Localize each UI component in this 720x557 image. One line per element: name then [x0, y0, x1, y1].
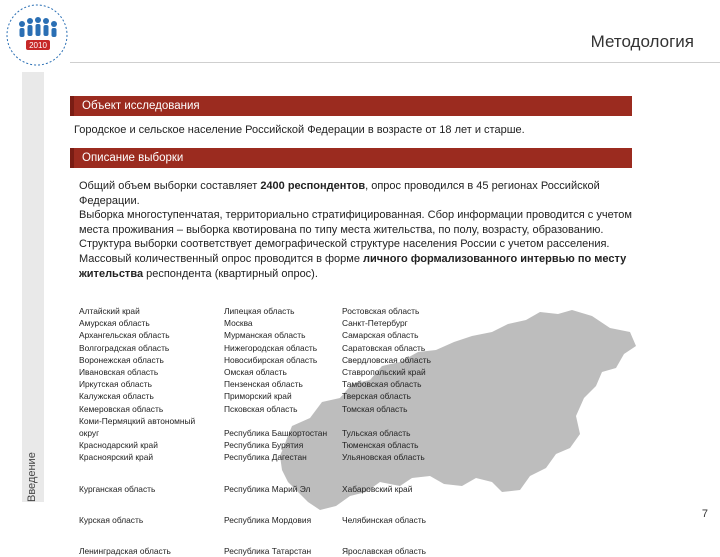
region-item: Ростовская область	[342, 306, 420, 316]
region-item: Санкт-Петербург	[342, 318, 408, 329]
region-item: Омская область	[224, 367, 287, 378]
region-item: Республика Мордовия	[224, 514, 312, 525]
region-item: Ставропольский край	[342, 367, 426, 378]
respondent-count: 2400 респондентов	[260, 180, 366, 192]
region-item: Москва	[224, 318, 253, 329]
region-item: Новосибирская область	[224, 354, 318, 365]
sample-description	[79, 179, 639, 281]
spacer	[224, 415, 327, 427]
page-number: 7	[701, 508, 708, 520]
region-item: Томская область	[342, 403, 408, 414]
logo-year: 2010	[29, 41, 47, 50]
spacer	[224, 464, 327, 483]
region-item: Республика Татарстан	[224, 546, 312, 557]
region-item: Курская область	[79, 514, 144, 525]
region-item: Волгоградская область	[79, 342, 170, 353]
region-item: Ярославская область	[342, 546, 427, 557]
section-header-object-label: Объект исследования	[82, 100, 200, 112]
region-item: Красноярский край	[79, 452, 154, 463]
region-item: Амурская область	[79, 318, 150, 329]
region-item: Республика Башкортостан	[224, 428, 328, 439]
region-item: Алтайский край	[79, 306, 140, 316]
region-item: Самарская область	[342, 330, 419, 341]
interview-method: личного формализованного интервью по месту жительства	[79, 252, 627, 280]
spacer	[79, 495, 195, 514]
spacer	[224, 526, 327, 545]
text-run: , опрос проводился в 45 регионах Российской Федерации.	[79, 180, 600, 207]
text-run: Общий объем выборки составляет	[79, 180, 261, 192]
region-item: Тверская область	[342, 391, 411, 402]
region-item: Краснодарский край	[79, 440, 158, 451]
region-item: округ	[79, 428, 100, 439]
spacer	[79, 526, 195, 545]
region-item: Воронежская область	[79, 354, 164, 365]
regions-column-1	[79, 305, 195, 557]
region-item: Тульская область	[342, 428, 411, 439]
region-item: Республика Бурятия	[224, 440, 304, 451]
region-item: Республика Марий Эл	[224, 483, 311, 494]
section-header-sample-label: Описание выборки	[82, 152, 184, 164]
spacer	[79, 464, 195, 483]
regions-column-3	[342, 305, 431, 557]
region-item: Кемеровская область	[79, 403, 164, 414]
region-item: Курганская область	[79, 483, 156, 494]
sidebar-label-text: Введение	[26, 452, 38, 502]
spacer	[342, 415, 431, 427]
sample-paragraph-3	[79, 252, 639, 281]
region-item: Челябинская область	[342, 514, 427, 525]
spacer	[342, 464, 431, 483]
regions-column-2	[224, 305, 327, 557]
region-item: Нижегородская область	[224, 342, 318, 353]
region-item: Ивановская область	[79, 367, 159, 378]
region-item: Мурманская область	[224, 330, 306, 341]
region-item: Саратовская область	[342, 342, 426, 353]
region-item: Свердловская область	[342, 354, 431, 365]
region-item: Пензенская область	[224, 379, 303, 390]
region-item: Архангельская область	[79, 330, 170, 341]
sample-paragraph-1	[79, 179, 639, 208]
sample-paragraph-2: Выборка многоступенчатая, территориально стратифицированная. Сбор информации проводится с учетом места проживания – выборка квотирована по типу места жительства, по полу, возрасту, образованию. Структура выборки соответствует демографической структуре населения России с учетом расселения.	[79, 209, 632, 251]
region-item: Приморский край	[224, 391, 292, 402]
census-logo	[4, 2, 70, 68]
section-header-object	[70, 96, 632, 116]
title-divider	[70, 62, 720, 63]
spacer	[342, 526, 431, 545]
region-item: Липецкая область	[224, 306, 295, 316]
region-item: Ульяновская область	[342, 452, 425, 463]
spacer	[342, 495, 431, 514]
object-description: Городское и сельское население Российской Федерации в возрасте от 18 лет и старше.	[74, 124, 525, 136]
region-item: Коми-Пермяцкий автономный	[79, 415, 196, 426]
sidebar-panel	[22, 72, 44, 502]
page-title: Методология	[590, 32, 694, 51]
region-item: Республика Дагестан	[224, 452, 307, 463]
region-item: Иркутская область	[79, 379, 152, 390]
region-item: Калужская область	[79, 391, 154, 402]
text-run: Массовый количественный опрос проводится в форме	[79, 252, 364, 265]
region-item: Ленинградская область	[79, 546, 171, 557]
spacer	[224, 495, 327, 514]
region-item: Хабаровский край	[342, 483, 413, 494]
text-run: респондента (квартирный опрос).	[143, 267, 318, 280]
region-item: Тюменская область	[342, 440, 419, 451]
region-item: Псковская область	[224, 403, 298, 414]
section-header-sample	[70, 148, 632, 168]
region-item: Тамбовская область	[342, 379, 422, 390]
